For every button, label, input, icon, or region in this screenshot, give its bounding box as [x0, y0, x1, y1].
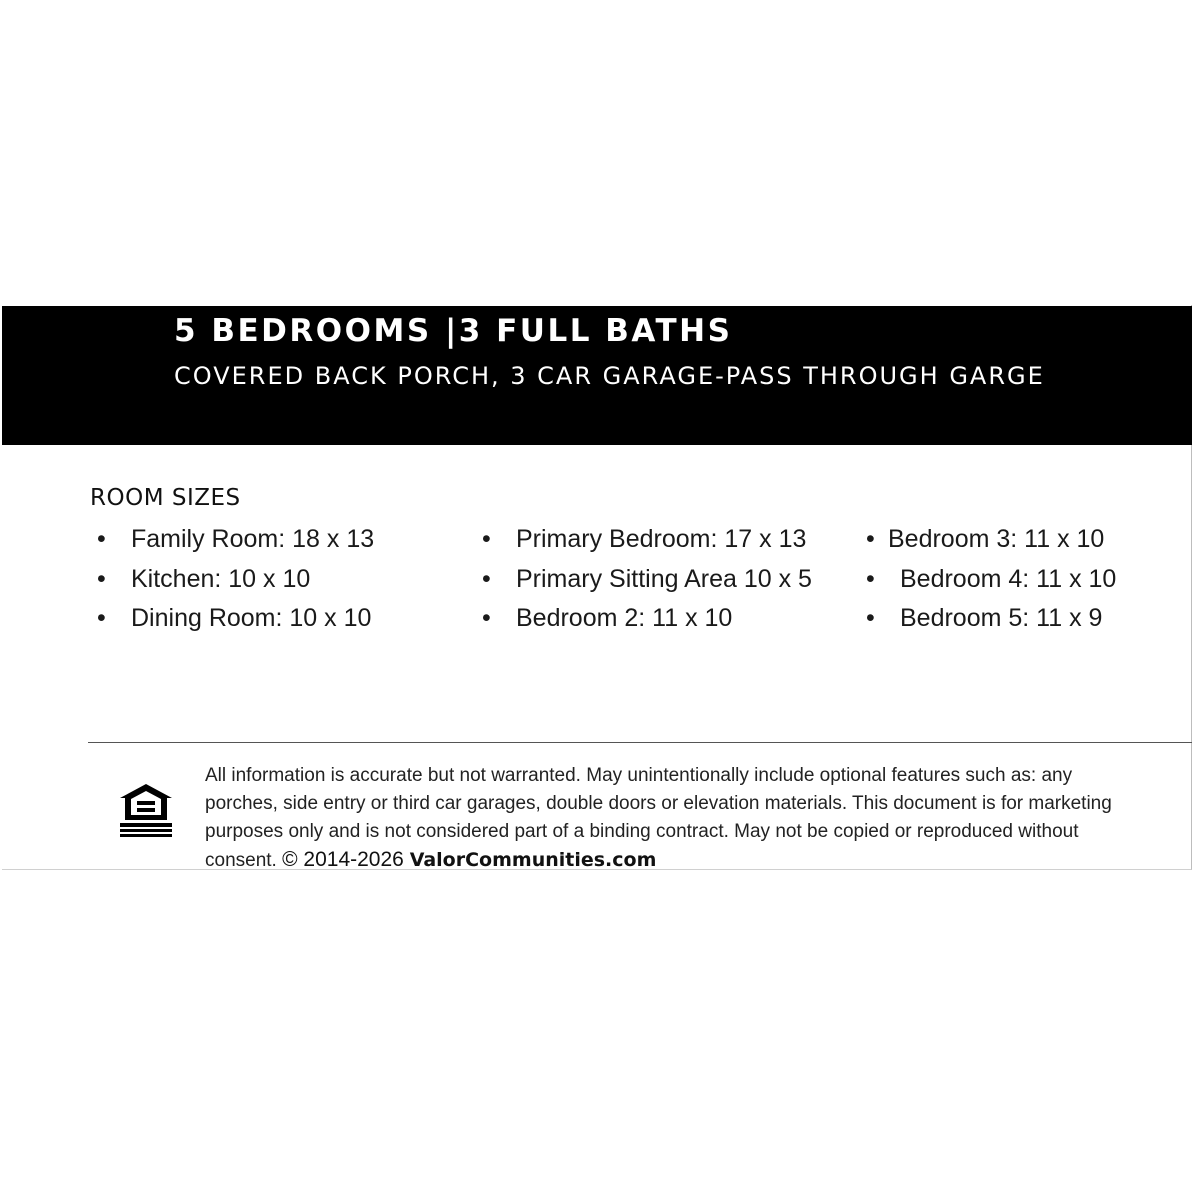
room-size-item — [97, 599, 374, 639]
room-size-text: Bedroom 5: 11 x 9 — [900, 604, 1103, 632]
copyright-years: © 2014-2026 — [282, 848, 404, 871]
room-size-text: Bedroom 2: 11 x 10 — [516, 604, 733, 632]
room-size-text: Primary Sitting Area 10 x 5 — [516, 564, 812, 593]
bullet-icon: • — [866, 525, 875, 553]
bullet-icon: • — [482, 604, 491, 632]
room-size-text: Bedroom 4: 11 x 10 — [900, 564, 1117, 593]
room-size-item — [866, 560, 1116, 600]
bullet-icon: • — [866, 564, 875, 593]
copyright-line — [282, 848, 656, 871]
room-sizes-column-2 — [482, 520, 812, 639]
room-size-text: Dining Room: 10 x 10 — [131, 604, 372, 632]
legal-disclaimer — [205, 762, 1135, 875]
section-divider — [88, 742, 1192, 743]
room-size-item — [866, 599, 1116, 639]
bullet-icon: • — [97, 604, 106, 632]
bullet-icon: • — [97, 564, 106, 593]
bullet-icon: • — [482, 564, 491, 593]
room-size-text: Primary Bedroom: 17 x 13 — [516, 525, 807, 553]
room-size-item — [866, 520, 1116, 560]
room-size-text: Bedroom 3: 11 x 10 — [888, 525, 1105, 553]
disclaimer-text: All information is accurate but not warranted. May unintentionally include optional features such as: any porches, side entry or third car garages, double doors or elevation materials. This document is for marketing purposes only and is not considered part of a binding contract. May not be copied or reproduced without consent. — [205, 765, 1112, 871]
room-sizes-column-1 — [97, 520, 374, 639]
room-size-item — [97, 520, 374, 560]
bullet-icon: • — [482, 525, 491, 553]
room-size-text: Kitchen: 10 x 10 — [131, 564, 311, 593]
equal-housing-opportunity-icon — [118, 782, 174, 838]
room-sizes-column-3 — [866, 520, 1116, 639]
bed-bath-title: 5 BEDROOMS |3 FULL BATHS — [174, 313, 733, 349]
room-size-item — [482, 560, 812, 600]
brand-website-link[interactable]: ValorCommunities.com — [409, 849, 657, 871]
room-sizes-heading: ROOM SIZES — [90, 485, 241, 511]
features-subtitle: COVERED BACK PORCH, 3 CAR GARAGE-PASS THROUGH GARGE — [174, 362, 1045, 390]
room-size-item — [97, 560, 374, 600]
room-size-item — [482, 520, 812, 560]
bullet-icon: • — [866, 604, 875, 632]
room-size-text: Family Room: 18 x 13 — [131, 525, 375, 553]
room-size-item — [482, 599, 812, 639]
bullet-icon: • — [97, 525, 106, 553]
